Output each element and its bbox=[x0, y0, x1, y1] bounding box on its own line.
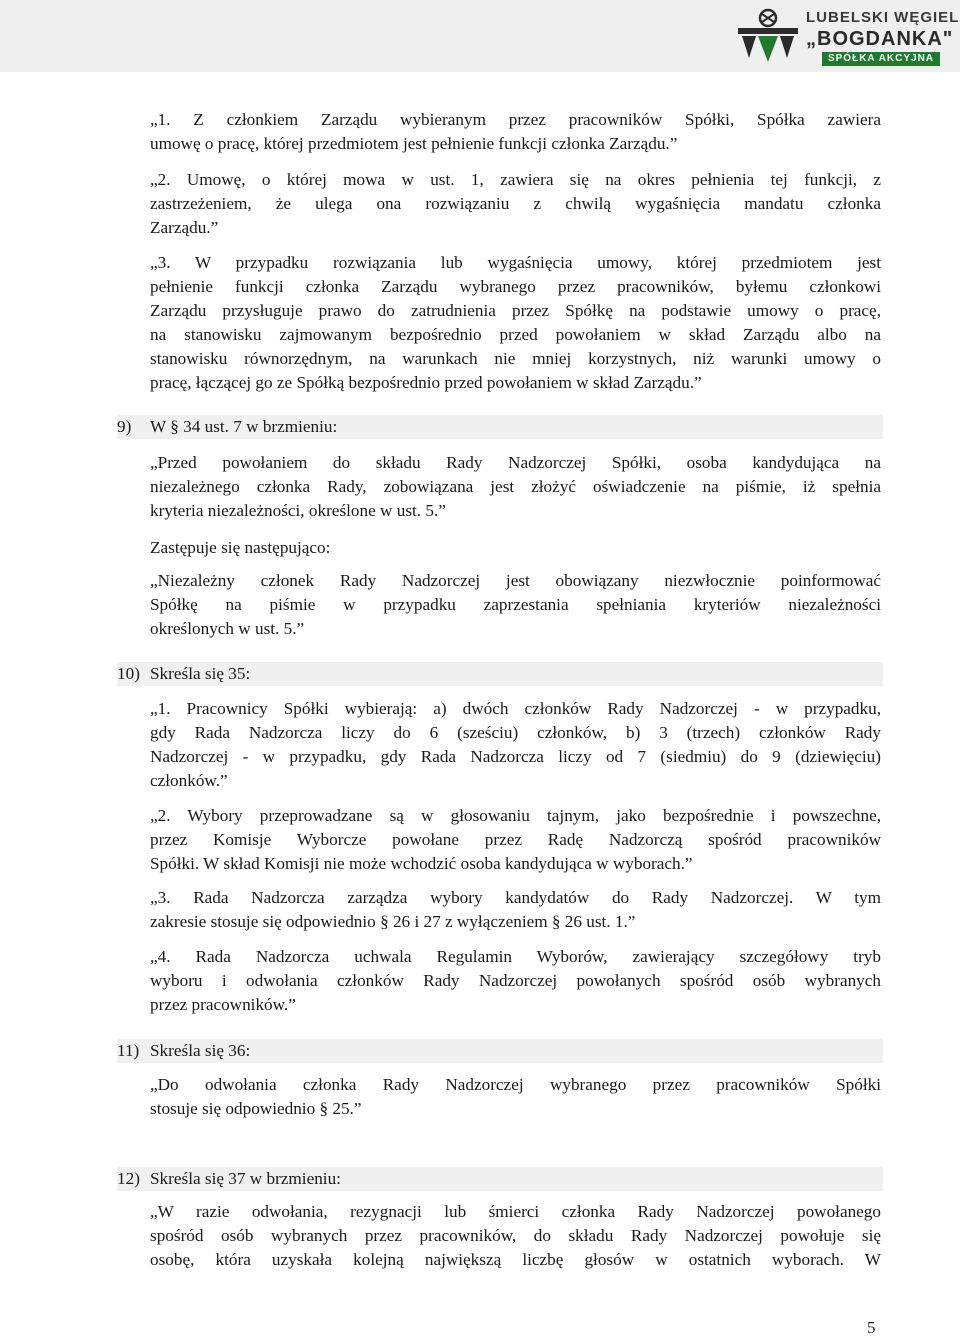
paragraph bbox=[150, 108, 881, 156]
text-line: „W razie odwołania, rezygnacji lub śmierci członka Rady Nadzorczej powołanego bbox=[150, 1202, 881, 1221]
logo-text-top: LUBELSKI WĘGIEL bbox=[806, 9, 960, 26]
item-number: 12) bbox=[117, 1169, 140, 1188]
paragraph bbox=[150, 804, 881, 876]
paragraph bbox=[150, 1073, 881, 1121]
text-line: gdy Rada Nadzorcza liczy do 6 (sześciu) członków, b) 3 (trzech) członków Rady bbox=[150, 723, 881, 742]
text-line: „2. Wybory przeprowadzane są w głosowaniu tajnym, jako bezpośrednie i powszechne, bbox=[150, 806, 881, 825]
list-item-header bbox=[117, 415, 883, 439]
list-item-header bbox=[117, 662, 883, 686]
text-line: przez pracowników.” bbox=[150, 995, 296, 1014]
text-line: „Do odwołania członka Rady Nadzorczej wybranego przez pracowników Spółki bbox=[150, 1075, 881, 1094]
text-line: określonych w ust. 5.” bbox=[150, 619, 305, 638]
text-line: Spółkę na piśmie w przypadku zaprzestania spełniania kryteriów niezależności bbox=[150, 595, 881, 614]
paragraph bbox=[150, 886, 881, 934]
text-line: niezależnego członka Rady, zobowiązana jest złożyć oświadczenie na piśmie, iż spełnia bbox=[150, 477, 881, 496]
text-line: „Przed powołaniem do składu Rady Nadzorczej Spółki, osoba kandydująca na bbox=[150, 453, 881, 472]
paragraph bbox=[150, 569, 881, 641]
item-number: 10) bbox=[117, 664, 140, 683]
mining-logo-icon bbox=[736, 8, 800, 64]
item-text: Skreśla się 35: bbox=[150, 664, 251, 683]
page-header bbox=[0, 0, 960, 72]
text-line: na stanowisku zajmowanym bezpośrednio przed powołaniem w skład Zarządu albo na bbox=[150, 325, 881, 344]
text-line: zakresie stosuje się odpowiednio § 26 i 27 z wyłączeniem § 26 ust. 1.” bbox=[150, 912, 636, 931]
text-line: wyboru i odwołania członków Rady Nadzorczej powołanych spośród osób wybranych bbox=[150, 971, 881, 990]
text-line: „3. Rada Nadzorcza zarządza wybory kandydatów do Rady Nadzorczej. W tym bbox=[150, 888, 881, 907]
text-line: osobę, która uzyskała kolejną największą liczbę głosów w ostatnich wyborach. W bbox=[150, 1250, 881, 1269]
text-line: kryteria niezależności, określone w ust. 5.” bbox=[150, 501, 446, 520]
text-line: „1. Z członkiem Zarządu wybieranym przez pracowników Spółki, Spółka zawiera bbox=[150, 110, 881, 129]
text-line: „Niezależny członek Rady Nadzorczej jest obowiązany niezwłocznie poinformować bbox=[150, 571, 881, 590]
text-line: spośród osób wybranych przez pracowników, do składu Rady Nadzorczej powołuje się bbox=[150, 1226, 881, 1245]
paragraph bbox=[150, 945, 881, 1017]
text-line: pełnienie funkcji członka Zarządu wybranego przez pracowników, byłemu członkowi bbox=[150, 277, 881, 296]
text-line: zastrzeżeniem, że ulega ona rozwiązaniu z chwilą wygaśnięcia mandatu członka bbox=[150, 194, 881, 213]
page-number: 5 bbox=[867, 1318, 876, 1337]
item-text: W § 34 ust. 7 w brzmieniu: bbox=[150, 417, 338, 436]
item-number: 9) bbox=[117, 417, 132, 436]
paragraph bbox=[150, 1200, 881, 1272]
text-line: „2. Umowę, o której mowa w ust. 1, zawiera się na okres pełnienia tej funkcji, z bbox=[150, 170, 881, 189]
text-line: stosuje się odpowiednio § 25.” bbox=[150, 1099, 362, 1118]
replace-label: Zastępuje się następująco: bbox=[150, 538, 331, 557]
text-line: Spółki. W skład Komisji nie może wchodzić osoba kandydująca w wyborach.” bbox=[150, 854, 693, 873]
text-line: umowę o pracę, której przedmiotem jest pełnienie funkcji członka Zarządu.” bbox=[150, 134, 678, 153]
text-line: członków.” bbox=[150, 771, 228, 790]
item-number: 11) bbox=[117, 1041, 140, 1060]
text-line: „1. Pracownicy Spółki wybierają: a) dwóch członków Rady Nadzorczej - w przypadku, bbox=[150, 699, 881, 718]
text-line: przez Komisje Wyborcze powołane przez Radę Nadzorczą spośród pracowników bbox=[150, 830, 881, 849]
list-item-header bbox=[117, 1167, 883, 1191]
text-line: stanowisku równorzędnym, na warunkach nie mniej korzystnych, niż warunki umowy o bbox=[150, 349, 881, 368]
paragraph bbox=[150, 697, 881, 793]
paragraph bbox=[150, 451, 881, 523]
company-logo bbox=[736, 6, 960, 66]
logo-text-main: „BOGDANKA" bbox=[806, 28, 954, 50]
paragraph bbox=[150, 251, 881, 395]
paragraph bbox=[150, 168, 881, 240]
item-text: Skreśla się 36: bbox=[150, 1041, 251, 1060]
text-line: Zarządu przysługuje prawo do zatrudnienia przez Spółkę na podstawie umowy o pracę, bbox=[150, 301, 881, 320]
list-item-header bbox=[117, 1039, 883, 1063]
text-line: Zarządu.” bbox=[150, 218, 219, 237]
text-line: pracę, łączącej go ze Spółką bezpośrednio przed powołaniem w skład Zarządu.” bbox=[150, 373, 702, 392]
logo-text-sub: SPÓŁKA AKCYJNA bbox=[822, 52, 940, 66]
text-line: „4. Rada Nadzorcza uchwala Regulamin Wyborów, zawierający szczegółowy tryb bbox=[150, 947, 881, 966]
text-line: Nadzorczej - w przypadku, gdy Rada Nadzorcza liczy od 7 (siedmiu) do 9 (dziewięciu) bbox=[150, 747, 881, 766]
item-text: Skreśla się 37 w brzmieniu: bbox=[150, 1169, 341, 1188]
text-line: „3. W przypadku rozwiązania lub wygaśnięcia umowy, której przedmiotem jest bbox=[150, 253, 881, 272]
